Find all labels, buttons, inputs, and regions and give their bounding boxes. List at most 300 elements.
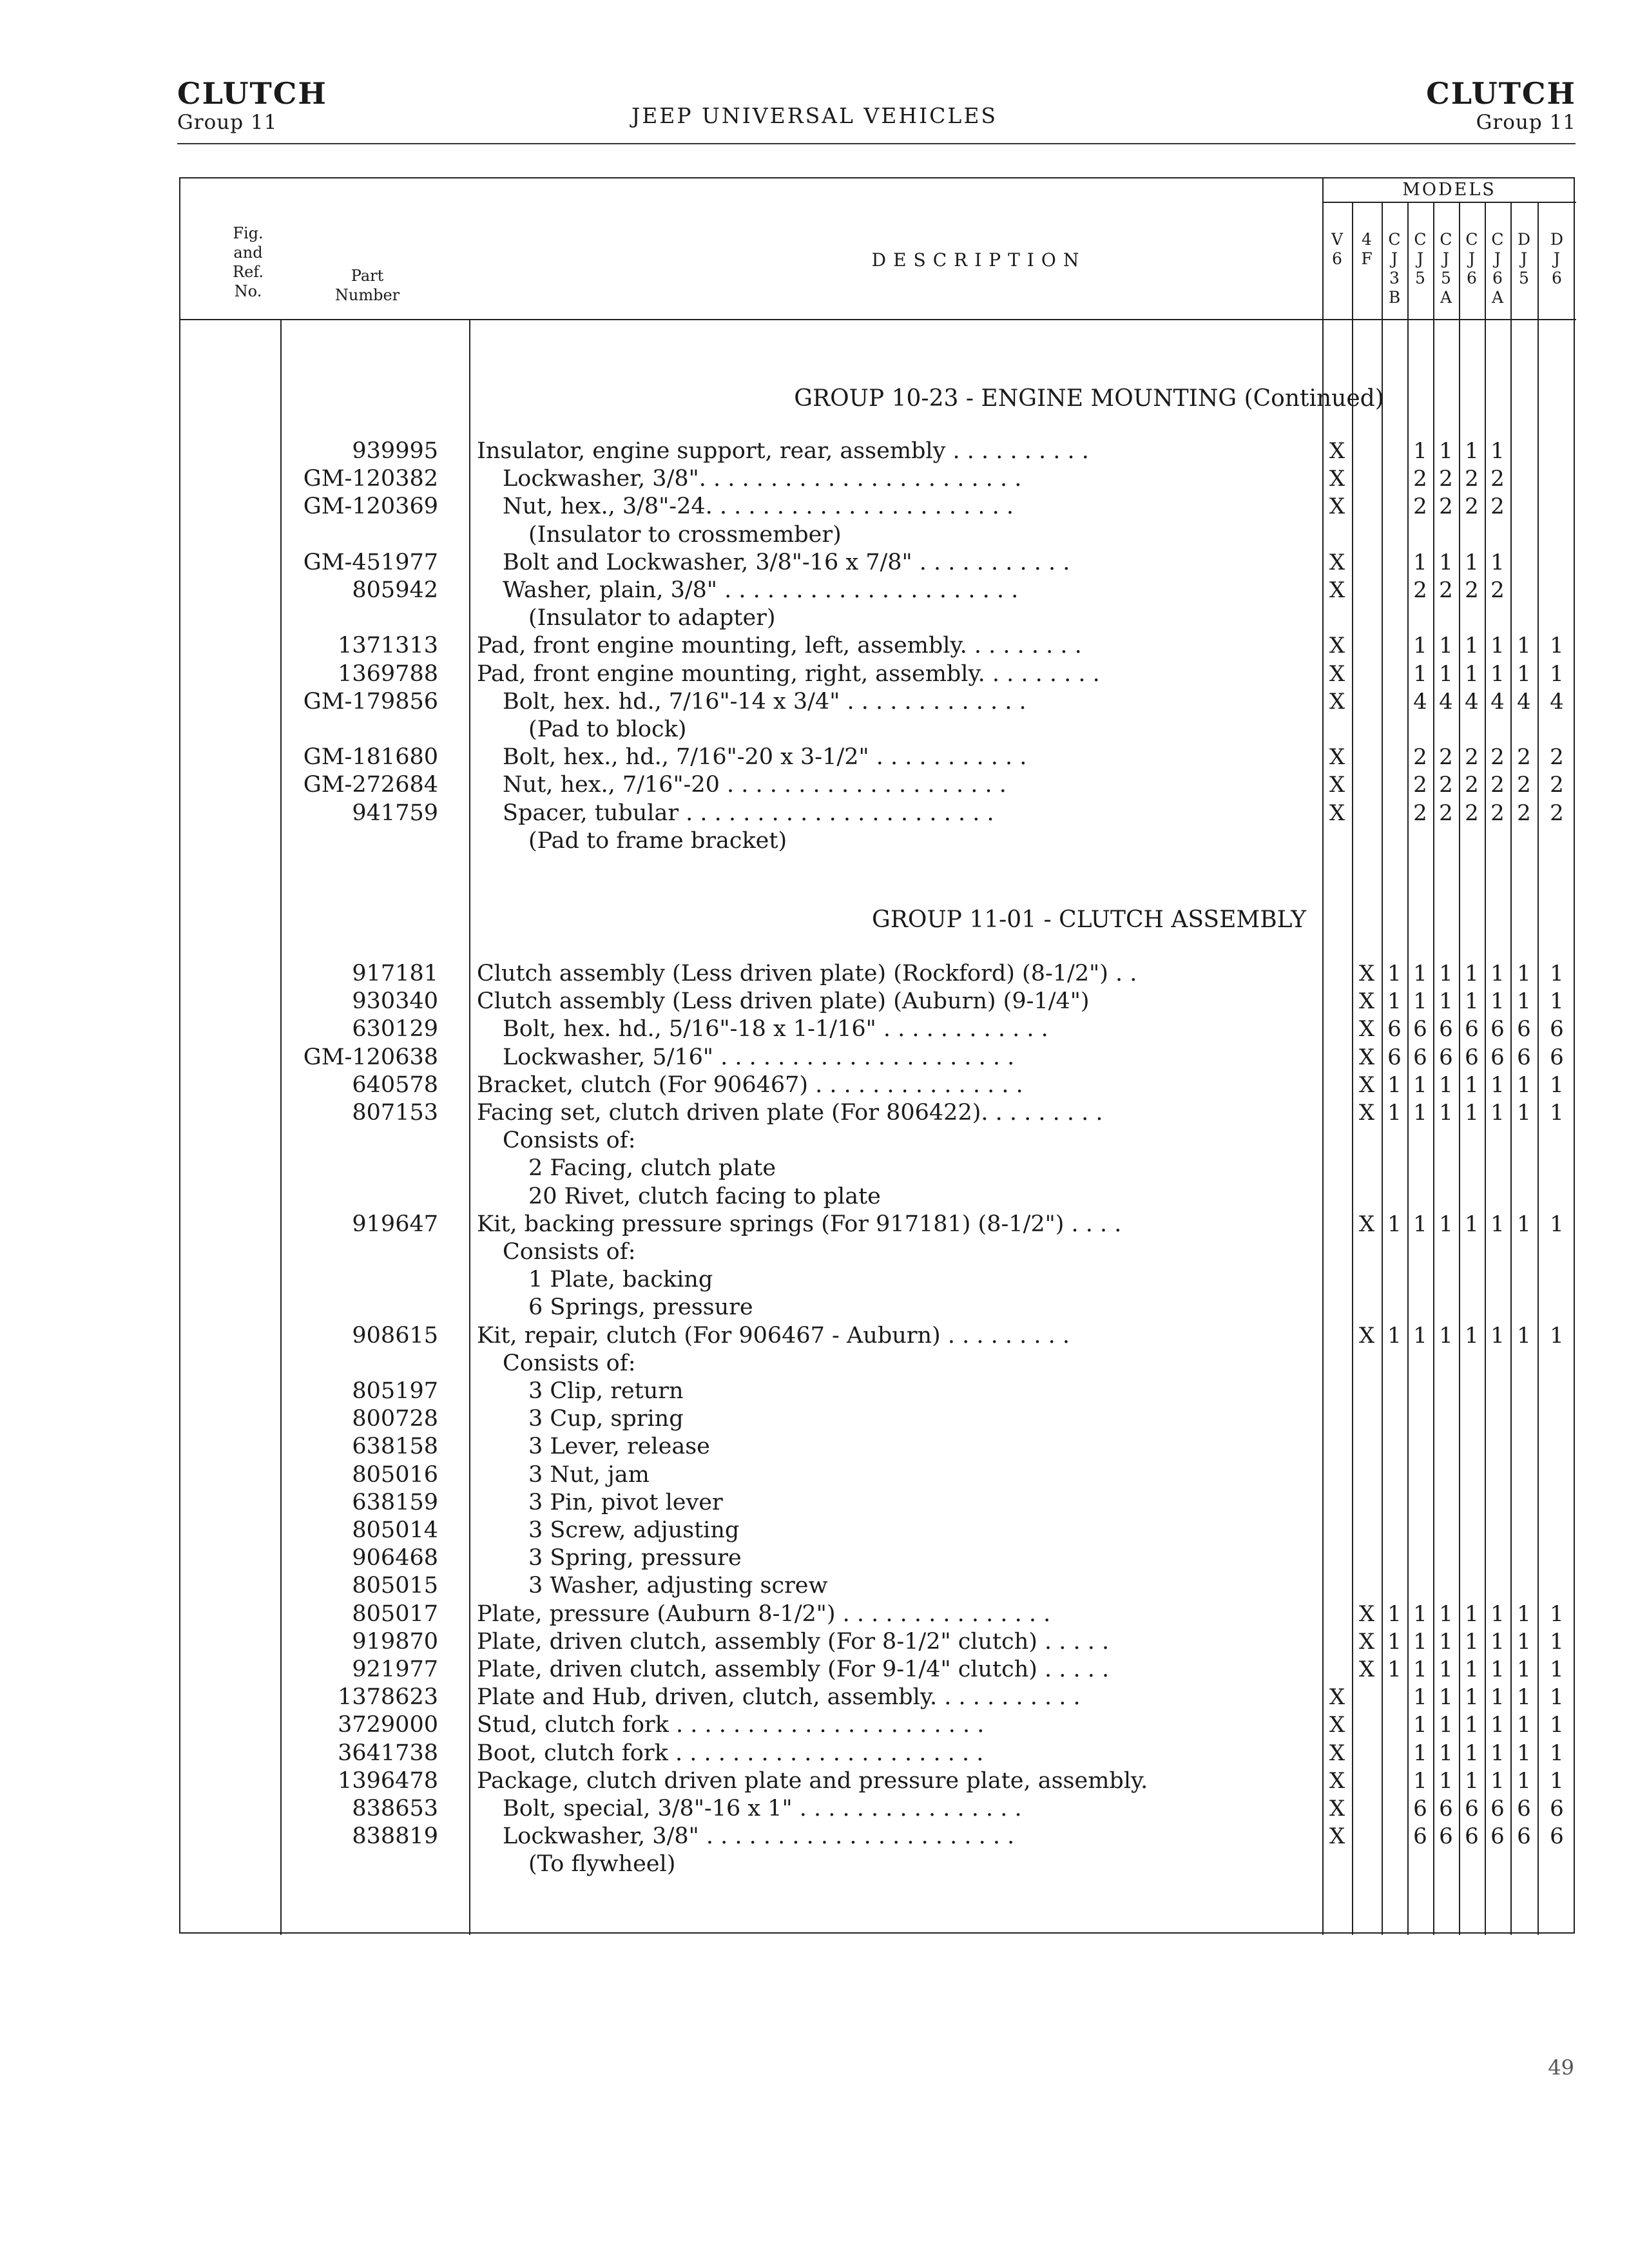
model-header-char: J <box>1442 249 1450 268</box>
model-quantity: 6 <box>1439 1044 1453 1070</box>
model-quantity: 1 <box>1465 549 1479 575</box>
model-quantity: 6 <box>1413 1044 1427 1070</box>
model-quantity: 6 <box>1550 1823 1564 1850</box>
part-description: Clutch assembly (Less driven plate) (Auburn) (9-1/4") <box>477 988 1090 1015</box>
fig-header-line: No. <box>234 282 262 300</box>
model-quantity: 1 <box>1413 988 1427 1015</box>
model-column-rule <box>1382 202 1383 1935</box>
model-quantity: 4 <box>1439 688 1453 715</box>
model-quantity: 2 <box>1413 494 1427 520</box>
part-number: 941759 <box>352 800 438 826</box>
part-number: 638159 <box>352 1489 438 1515</box>
part-description: Bolt, hex. hd., 7/16"-14 x 3/4" . . . . . . . . . . . . . <box>503 688 1027 715</box>
model-quantity: 6 <box>1387 1016 1402 1043</box>
part-number: 908615 <box>352 1322 438 1349</box>
model-quantity: 6 <box>1550 1044 1564 1070</box>
model-quantity: 1 <box>1439 1211 1453 1237</box>
model-quantity: X <box>1329 1796 1345 1821</box>
model-quantity: 1 <box>1465 1072 1479 1098</box>
model-quantity: 1 <box>1490 1322 1505 1349</box>
model-quantity: X <box>1329 1767 1345 1794</box>
part-number-header <box>316 266 419 305</box>
model-quantity: 6 <box>1490 1016 1505 1043</box>
part-description: 3 Cup, spring <box>528 1406 684 1432</box>
group-heading: GROUP 10-23 - ENGINE MOUNTING (Continued) <box>794 385 1384 412</box>
model-quantity: 1 <box>1517 1712 1531 1738</box>
part-description: 6 Springs, pressure <box>528 1294 753 1321</box>
model-quantity: X <box>1358 1211 1375 1237</box>
header-rule <box>177 143 1576 144</box>
model-quantity: 1 <box>1465 1657 1479 1682</box>
model-quantity: 1 <box>1465 1712 1479 1738</box>
model-quantity: 6 <box>1490 1044 1505 1070</box>
part-description: Bracket, clutch (For 906467) . . . . . . . . . . . . . . . <box>477 1072 1023 1098</box>
model-quantity: X <box>1329 1823 1345 1850</box>
model-quantity: 1 <box>1490 1100 1505 1126</box>
model-quantity: 2 <box>1413 800 1427 826</box>
model-quantity: 1 <box>1413 1740 1427 1766</box>
model-header-char: F <box>1361 249 1373 268</box>
model-quantity: 1 <box>1550 1712 1564 1738</box>
part-number: 800728 <box>352 1406 438 1432</box>
model-quantity: 1 <box>1550 1628 1564 1655</box>
model-quantity: 1 <box>1490 438 1505 464</box>
model-column-header <box>1460 230 1483 288</box>
model-quantity: 4 <box>1413 688 1427 715</box>
model-quantity: 1 <box>1465 1600 1479 1627</box>
part-description: (To flywheel) <box>528 1851 676 1878</box>
model-quantity: 2 <box>1465 466 1479 492</box>
model-quantity: 6 <box>1465 1823 1479 1850</box>
model-header-char: 6 <box>1467 269 1477 287</box>
model-column-rule <box>1352 202 1353 1935</box>
part-number: 3641738 <box>338 1740 438 1766</box>
model-quantity: 1 <box>1550 1100 1564 1126</box>
model-quantity: 1 <box>1550 1072 1564 1098</box>
model-quantity: 2 <box>1439 744 1453 771</box>
part-description: Washer, plain, 3/8" . . . . . . . . . . . . . . . . . . . . . <box>503 577 1019 603</box>
part-number: 838819 <box>352 1823 438 1850</box>
part-description: Plate, driven clutch, assembly (For 9-1/4" clutch) . . . . . <box>477 1657 1110 1682</box>
part-number: 805014 <box>352 1517 438 1543</box>
model-quantity: 6 <box>1387 1044 1402 1070</box>
model-quantity: X <box>1358 1657 1375 1682</box>
part-number: 805015 <box>352 1573 438 1599</box>
part-description: Lockwasher, 5/16" . . . . . . . . . . . . . . . . . . . . . <box>503 1044 1015 1070</box>
model-quantity: 1 <box>1387 1072 1402 1098</box>
model-quantity: 6 <box>1439 1823 1453 1850</box>
part-number: 805197 <box>352 1378 438 1404</box>
part-description: 20 Rivet, clutch facing to plate <box>528 1183 881 1209</box>
part-number: 919870 <box>352 1628 438 1655</box>
model-quantity: 1 <box>1465 438 1479 464</box>
header-separator <box>180 319 1576 320</box>
model-quantity: 6 <box>1439 1016 1453 1043</box>
model-header-char: 6 <box>1492 269 1503 287</box>
fig-ref-header <box>216 224 280 301</box>
model-header-char: J <box>1520 249 1528 268</box>
model-quantity: 1 <box>1413 1657 1427 1682</box>
model-quantity: 1 <box>1465 1684 1479 1711</box>
part-number: 838653 <box>352 1796 438 1821</box>
model-quantity: X <box>1329 438 1345 464</box>
part-description: (Pad to frame bracket) <box>528 827 787 854</box>
model-quantity: 6 <box>1413 1823 1427 1850</box>
part-description: Kit, repair, clutch (For 906467 - Auburn) . . . . . . . . . <box>477 1322 1070 1349</box>
part-description: 3 Spring, pressure <box>528 1545 742 1571</box>
model-quantity: 1 <box>1439 1628 1453 1655</box>
model-quantity: 1 <box>1550 1767 1564 1794</box>
model-header-char: C <box>1440 230 1452 249</box>
part-description: Consists of: <box>503 1239 636 1265</box>
part-description: Lockwasher, 3/8" . . . . . . . . . . . . . . . . . . . . . . <box>503 1823 1015 1850</box>
model-quantity: 2 <box>1439 466 1453 492</box>
model-header-char: J <box>1391 249 1398 268</box>
model-header-char: J <box>1553 249 1561 268</box>
model-quantity: 2 <box>1550 772 1564 798</box>
parts-table <box>179 177 1575 1934</box>
model-quantity: 1 <box>1490 1740 1505 1766</box>
model-quantity: 1 <box>1439 633 1453 659</box>
model-quantity: 2 <box>1439 772 1453 798</box>
model-column-header <box>1545 230 1568 288</box>
model-quantity: 1 <box>1517 1322 1531 1349</box>
model-column-rule <box>1433 202 1434 1935</box>
model-quantity: 1 <box>1517 1657 1531 1682</box>
model-quantity: 2 <box>1490 577 1505 603</box>
part-description: 1 Plate, backing <box>528 1267 713 1293</box>
model-header-char: 3 <box>1389 269 1400 287</box>
model-quantity: 6 <box>1517 1796 1531 1821</box>
model-quantity: 6 <box>1465 1016 1479 1043</box>
model-header-char: 5 <box>1519 269 1529 287</box>
part-number: 1371313 <box>338 633 438 659</box>
model-quantity: 1 <box>1413 1628 1427 1655</box>
part-header-line: Part <box>351 267 384 285</box>
model-quantity: 1 <box>1413 633 1427 659</box>
model-quantity: 1 <box>1439 1712 1453 1738</box>
model-quantity: 1 <box>1490 549 1505 575</box>
model-quantity: 2 <box>1413 466 1427 492</box>
part-number: GM-120369 <box>303 494 438 520</box>
part-number: 638158 <box>352 1434 438 1460</box>
model-quantity: 2 <box>1465 772 1479 798</box>
model-quantity: 1 <box>1465 988 1479 1015</box>
part-description: Bolt, hex., hd., 7/16"-20 x 3-1/2" . . . . . . . . . . . <box>503 744 1027 771</box>
models-header: MODELS <box>1402 180 1496 200</box>
model-quantity: 2 <box>1439 494 1453 520</box>
model-quantity: X <box>1358 1600 1375 1627</box>
model-quantity: 6 <box>1517 1044 1531 1070</box>
part-number: GM-120638 <box>303 1044 438 1070</box>
model-quantity: 1 <box>1413 1072 1427 1098</box>
model-quantity: 2 <box>1517 800 1531 826</box>
model-quantity: 1 <box>1517 1684 1531 1711</box>
model-quantity: 1 <box>1490 1628 1505 1655</box>
model-header-char: C <box>1388 230 1401 249</box>
part-number: 1378623 <box>338 1684 438 1711</box>
model-quantity: 1 <box>1387 1322 1402 1349</box>
part-description: Bolt and Lockwasher, 3/8"-16 x 7/8" . . . . . . . . . . . <box>503 549 1070 575</box>
model-quantity: 1 <box>1490 1684 1505 1711</box>
model-quantity: 2 <box>1517 744 1531 771</box>
part-number: 805016 <box>352 1461 438 1488</box>
fig-column-rule <box>280 319 282 1935</box>
model-header-char: 5 <box>1441 269 1451 287</box>
model-quantity: X <box>1329 577 1345 603</box>
model-quantity: 1 <box>1490 1712 1505 1738</box>
part-column-rule <box>469 319 470 1935</box>
part-description: Stud, clutch fork . . . . . . . . . . . . . . . . . . . . . . <box>477 1712 985 1738</box>
model-quantity: X <box>1329 1684 1345 1711</box>
part-number: 1396478 <box>338 1767 438 1794</box>
part-number: 906468 <box>352 1545 438 1571</box>
model-quantity: 1 <box>1387 961 1402 986</box>
model-quantity: 1 <box>1490 1767 1505 1794</box>
model-quantity: 1 <box>1517 1211 1531 1237</box>
part-number: 3729000 <box>338 1712 438 1738</box>
model-quantity: 1 <box>1550 1657 1564 1682</box>
model-quantity: 1 <box>1550 660 1564 687</box>
model-quantity: 6 <box>1465 1044 1479 1070</box>
part-number: 930340 <box>352 988 438 1015</box>
part-description: Clutch assembly (Less driven plate) (Rockford) (8-1/2") . . <box>477 961 1137 986</box>
model-quantity: 1 <box>1413 1767 1427 1794</box>
model-quantity: 2 <box>1490 494 1505 520</box>
description-header: DESCRIPTION <box>871 249 1086 271</box>
part-description: 3 Pin, pivot lever <box>528 1489 723 1515</box>
header-right-title: CLUTCH <box>1426 76 1576 111</box>
model-quantity: 1 <box>1387 1657 1402 1682</box>
model-quantity: 1 <box>1550 988 1564 1015</box>
model-header-char: 5 <box>1415 269 1425 287</box>
model-quantity: 1 <box>1465 1100 1479 1126</box>
model-quantity: 2 <box>1439 800 1453 826</box>
model-header-char: C <box>1414 230 1427 249</box>
model-column-header <box>1355 230 1378 269</box>
model-quantity: X <box>1358 1044 1375 1070</box>
model-quantity: 1 <box>1465 1740 1479 1766</box>
model-header-char: J <box>1468 249 1476 268</box>
model-quantity: 1 <box>1550 1211 1564 1237</box>
model-quantity: 4 <box>1465 688 1479 715</box>
model-header-char: A <box>1491 288 1504 307</box>
part-description: (Insulator to adapter) <box>528 605 776 631</box>
model-quantity: 1 <box>1550 961 1564 986</box>
model-quantity: X <box>1329 688 1345 715</box>
model-quantity: 1 <box>1517 1628 1531 1655</box>
model-quantity: 1 <box>1490 1600 1505 1627</box>
model-quantity: X <box>1329 494 1345 520</box>
model-quantity: 1 <box>1413 1600 1427 1627</box>
model-quantity: 2 <box>1465 494 1479 520</box>
model-quantity: 1 <box>1439 1657 1453 1682</box>
model-quantity: 1 <box>1439 1322 1453 1349</box>
model-quantity: 1 <box>1413 438 1427 464</box>
model-quantity: 6 <box>1490 1796 1505 1821</box>
model-header-char: C <box>1465 230 1478 249</box>
model-quantity: 1 <box>1413 549 1427 575</box>
part-number: 805942 <box>352 577 438 603</box>
part-number: 919647 <box>352 1211 438 1237</box>
model-quantity: 1 <box>1387 988 1402 1015</box>
part-description: Nut, hex., 3/8"-24. . . . . . . . . . . . . . . . . . . . . . <box>503 494 1014 520</box>
model-header-char: B <box>1388 288 1401 307</box>
part-description: Bolt, hex. hd., 5/16"-18 x 1-1/16" . . . . . . . . . . . . <box>503 1016 1048 1043</box>
model-quantity: X <box>1358 1100 1375 1126</box>
model-quantity: 2 <box>1550 744 1564 771</box>
model-quantity: 1 <box>1517 1072 1531 1098</box>
part-number: 921977 <box>352 1657 438 1682</box>
model-quantity: X <box>1329 660 1345 687</box>
model-quantity: 1 <box>1490 1657 1505 1682</box>
model-quantity: 1 <box>1387 1211 1402 1237</box>
part-description: 3 Screw, adjusting <box>528 1517 740 1543</box>
part-number: 939995 <box>352 438 438 464</box>
header-right <box>1426 76 1576 134</box>
model-header-char: D <box>1517 230 1531 249</box>
model-quantity: 1 <box>1413 1100 1427 1126</box>
part-number: GM-181680 <box>303 744 438 771</box>
part-description: Plate, driven clutch, assembly (For 8-1/2" clutch) . . . . . <box>477 1628 1110 1655</box>
model-quantity: X <box>1358 1072 1375 1098</box>
model-quantity: 1 <box>1517 1600 1531 1627</box>
model-quantity: 1 <box>1465 1628 1479 1655</box>
model-quantity: 1 <box>1517 988 1531 1015</box>
model-quantity: 2 <box>1490 800 1505 826</box>
model-quantity: 1 <box>1439 1740 1453 1766</box>
model-header-char: A <box>1440 288 1452 307</box>
model-quantity: 1 <box>1439 988 1453 1015</box>
model-quantity: 1 <box>1439 1684 1453 1711</box>
model-quantity: 2 <box>1490 466 1505 492</box>
part-description: (Insulator to crossmember) <box>528 521 842 548</box>
part-description: Kit, backing pressure springs (For 917181) (8-1/2") . . . . <box>477 1211 1122 1237</box>
model-quantity: X <box>1358 1322 1375 1349</box>
part-description: Facing set, clutch driven plate (For 806422). . . . . . . . . <box>477 1100 1103 1126</box>
model-quantity: 2 <box>1413 744 1427 771</box>
part-description: Pad, front engine mounting, left, assembly. . . . . . . . . <box>477 633 1082 659</box>
model-quantity: 1 <box>1387 1100 1402 1126</box>
model-quantity: 1 <box>1490 633 1505 659</box>
model-quantity: 1 <box>1517 1100 1531 1126</box>
model-column-header <box>1486 230 1509 307</box>
model-column-header <box>1434 230 1458 307</box>
model-quantity: 1 <box>1490 1211 1505 1237</box>
part-description: Plate, pressure (Auburn 8-1/2") . . . . . . . . . . . . . . . <box>477 1600 1051 1627</box>
model-quantity: 1 <box>1413 1712 1427 1738</box>
model-quantity: 1 <box>1465 633 1479 659</box>
model-column-rule <box>1485 202 1486 1935</box>
model-quantity: 1 <box>1465 961 1479 986</box>
model-quantity: 4 <box>1517 688 1531 715</box>
model-quantity: 6 <box>1550 1016 1564 1043</box>
model-quantity: 1 <box>1439 1100 1453 1126</box>
model-quantity: 1 <box>1517 961 1531 986</box>
part-number: GM-120382 <box>303 466 438 492</box>
model-quantity: 2 <box>1490 744 1505 771</box>
fig-header-line: Ref. <box>233 263 264 281</box>
model-quantity: 6 <box>1517 1823 1531 1850</box>
part-description: (Pad to block) <box>528 716 687 742</box>
model-quantity: 6 <box>1439 1796 1453 1821</box>
model-quantity: 2 <box>1517 772 1531 798</box>
model-quantity: 2 <box>1465 744 1479 771</box>
model-quantity: 1 <box>1490 1072 1505 1098</box>
model-quantity: 1 <box>1465 1211 1479 1237</box>
model-quantity: 2 <box>1550 800 1564 826</box>
model-quantity: X <box>1329 744 1345 771</box>
model-quantity: 1 <box>1413 1684 1427 1711</box>
model-quantity: X <box>1358 1628 1375 1655</box>
model-quantity: X <box>1358 961 1375 986</box>
model-header-char: 6 <box>1332 249 1342 268</box>
model-quantity: 6 <box>1517 1016 1531 1043</box>
model-quantity: 1 <box>1550 1740 1564 1766</box>
model-quantity: 1 <box>1387 1628 1402 1655</box>
model-quantity: 4 <box>1490 688 1505 715</box>
part-number: 805017 <box>352 1600 438 1627</box>
model-quantity: 1 <box>1490 961 1505 986</box>
model-quantity: 1 <box>1439 549 1453 575</box>
part-number: GM-179856 <box>303 688 438 715</box>
model-quantity: 1 <box>1465 1322 1479 1349</box>
model-quantity: 1 <box>1517 660 1531 687</box>
model-quantity: 2 <box>1465 800 1479 826</box>
model-quantity: 6 <box>1465 1796 1479 1821</box>
model-quantity: 2 <box>1490 772 1505 798</box>
model-quantity: 1 <box>1550 633 1564 659</box>
model-quantity: 1 <box>1550 1322 1564 1349</box>
model-header-char: 4 <box>1362 230 1372 249</box>
model-quantity: 2 <box>1439 577 1453 603</box>
model-quantity: 1 <box>1550 1684 1564 1711</box>
part-description: Boot, clutch fork . . . . . . . . . . . . . . . . . . . . . . <box>477 1740 984 1766</box>
model-column-header <box>1512 230 1536 288</box>
part-number: 630129 <box>352 1016 438 1043</box>
model-quantity: 1 <box>1439 1600 1453 1627</box>
model-quantity: 1 <box>1439 1767 1453 1794</box>
model-quantity: 1 <box>1517 1740 1531 1766</box>
header-right-subtitle: Group 11 <box>1476 111 1576 134</box>
part-number: 640578 <box>352 1072 438 1098</box>
part-description: 3 Clip, return <box>528 1378 684 1404</box>
model-quantity: 1 <box>1465 1767 1479 1794</box>
part-number: GM-451977 <box>303 549 438 575</box>
part-description: Insulator, engine support, rear, assembly . . . . . . . . . . <box>477 438 1089 464</box>
model-quantity: 6 <box>1413 1796 1427 1821</box>
part-description: Bolt, special, 3/8"-16 x 1" . . . . . . . . . . . . . . . . <box>503 1796 1022 1821</box>
model-quantity: 1 <box>1413 961 1427 986</box>
model-quantity: 1 <box>1550 1600 1564 1627</box>
model-column-rule <box>1537 202 1539 1935</box>
model-quantity: 6 <box>1550 1796 1564 1821</box>
model-header-char: D <box>1550 230 1564 249</box>
model-column-rule <box>1459 202 1460 1935</box>
part-description: Consists of: <box>503 1128 636 1154</box>
model-quantity: X <box>1329 1740 1345 1766</box>
header-center-title: JEEP UNIVERSAL VEHICLES <box>631 103 998 128</box>
part-description: Nut, hex., 7/16"-20 . . . . . . . . . . . . . . . . . . . . <box>503 772 1007 798</box>
page-number: 49 <box>1548 2055 1574 2080</box>
model-quantity: 1 <box>1413 660 1427 687</box>
part-description: 3 Nut, jam <box>528 1461 650 1488</box>
part-number: 1369788 <box>338 660 438 687</box>
model-quantity: 1 <box>1517 1767 1531 1794</box>
part-description: Plate and Hub, driven, clutch, assembly. . . . . . . . . . . <box>477 1684 1081 1711</box>
model-column-header <box>1325 230 1349 269</box>
model-quantity: 1 <box>1517 633 1531 659</box>
